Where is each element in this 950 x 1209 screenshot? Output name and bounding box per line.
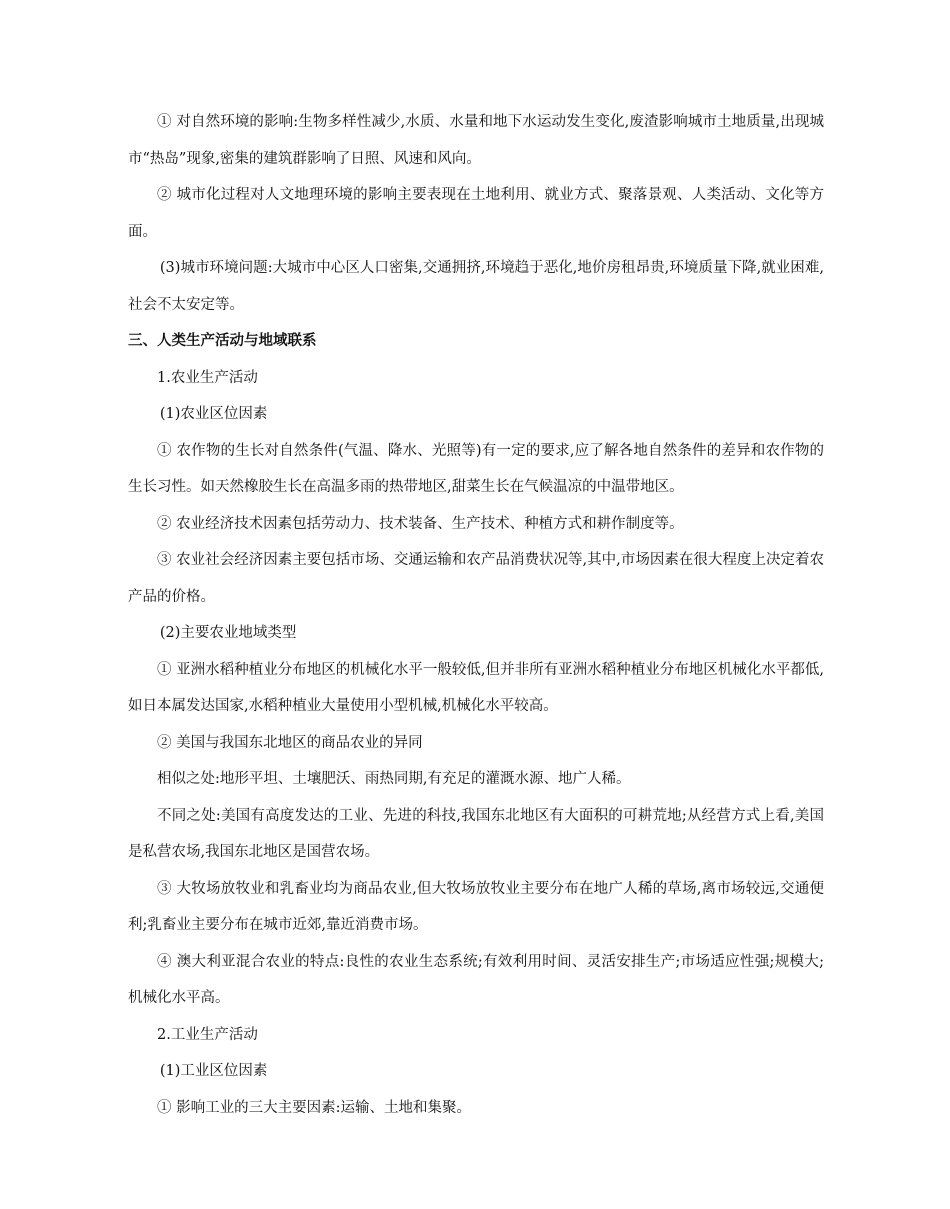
paragraph-industry-main-factors: ① 影响工业的三大主要因素:运输、土地和集聚。 — [157, 1099, 471, 1116]
paragraph-ranching-dairy: ③ 大牧场放牧业和乳畜业均为商品农业,但大牧场放牧业主要分布在地广人稀的草场,离市场较远,交通便利;乳畜业主要分布在城市近郊,靠近消费市场。 — [128, 880, 824, 933]
subheading-industry-location-factors: (1)工业区位因素 — [159, 1063, 268, 1079]
section-heading-production-activities: 三、人类生产活动与地域联系 — [128, 333, 317, 349]
subheading-agriculture-location-factors: (1)农业区位因素 — [159, 406, 268, 422]
paragraph-australia-mixed-farming: ④ 澳大利亚混合农业的特点:良性的农业生态系统;有效利用时间、灵活安排生产;市场适应性强;规模大;机械化水平高。 — [128, 953, 824, 1006]
paragraph-social-economic-factors: ③ 农业社会经济因素主要包括市场、交通运输和农产品消费状况等,其中,市场因素在很大程度上决定着农产品的价格。 — [128, 552, 824, 605]
paragraph-urban-environment-problems: (3)城市环境问题:大城市中心区人口密集,交通拥挤,环境趋于恶化,地价房租昂贵,环境质量下降,就业困难,社会不太安定等。 — [128, 260, 824, 313]
paragraph-human-environment-impact: ② 城市化过程对人文地理环境的影响主要表现在土地利用、就业方式、聚落景观、人类活动、文化等方面。 — [128, 187, 824, 240]
subheading-agricultural-regions: (2)主要农业地域类型 — [159, 625, 297, 641]
subheading-agriculture: 1.农业生产活动 — [157, 369, 258, 386]
paragraph-natural-environment-impact: ① 对自然环境的影响:生物多样性减少,水质、水量和地下水运动发生变化,废渣影响城市土地质量,出现城市“热岛”现象,密集的建筑群影响了日照、风速和风向。 — [128, 114, 824, 167]
paragraph-economic-technical-factors: ② 农业经济技术因素包括劳动力、技术装备、生产技术、种植方式和耕作制度等。 — [157, 515, 684, 532]
paragraph-asian-rice: ① 亚洲水稻种植业分布地区的机械化水平一般较低,但并非所有亚洲水稻种植业分布地区机械化水平都低,如日本属发达国家,水稻种植业大量使用小型机械,机械化水平较高。 — [128, 661, 824, 714]
subheading-industry: 2.工业生产活动 — [157, 1026, 258, 1043]
paragraph-us-northeast-comparison: ② 美国与我国东北地区的商品农业的异同 — [157, 734, 423, 751]
paragraph-similarities: 相似之处:地形平坦、土壤肥沃、雨热同期,有充足的灌溉水源、地广人稀。 — [157, 771, 631, 787]
document-page — [128, 104, 824, 1126]
paragraph-natural-conditions: ① 农作物的生长对自然条件(气温、降水、光照等)有一定的要求,应了解各地自然条件的差异和农作物的生长习性。如天然橡胶生长在高温多雨的热带地区,甜菜生长在气候温凉的中温带地区。 — [128, 442, 824, 495]
paragraph-differences: 不同之处:美国有高度发达的工业、先进的科技,我国东北地区有大面积的可耕荒地;从经营方式上看,美国是私营农场,我国东北地区是国营农场。 — [128, 807, 824, 860]
